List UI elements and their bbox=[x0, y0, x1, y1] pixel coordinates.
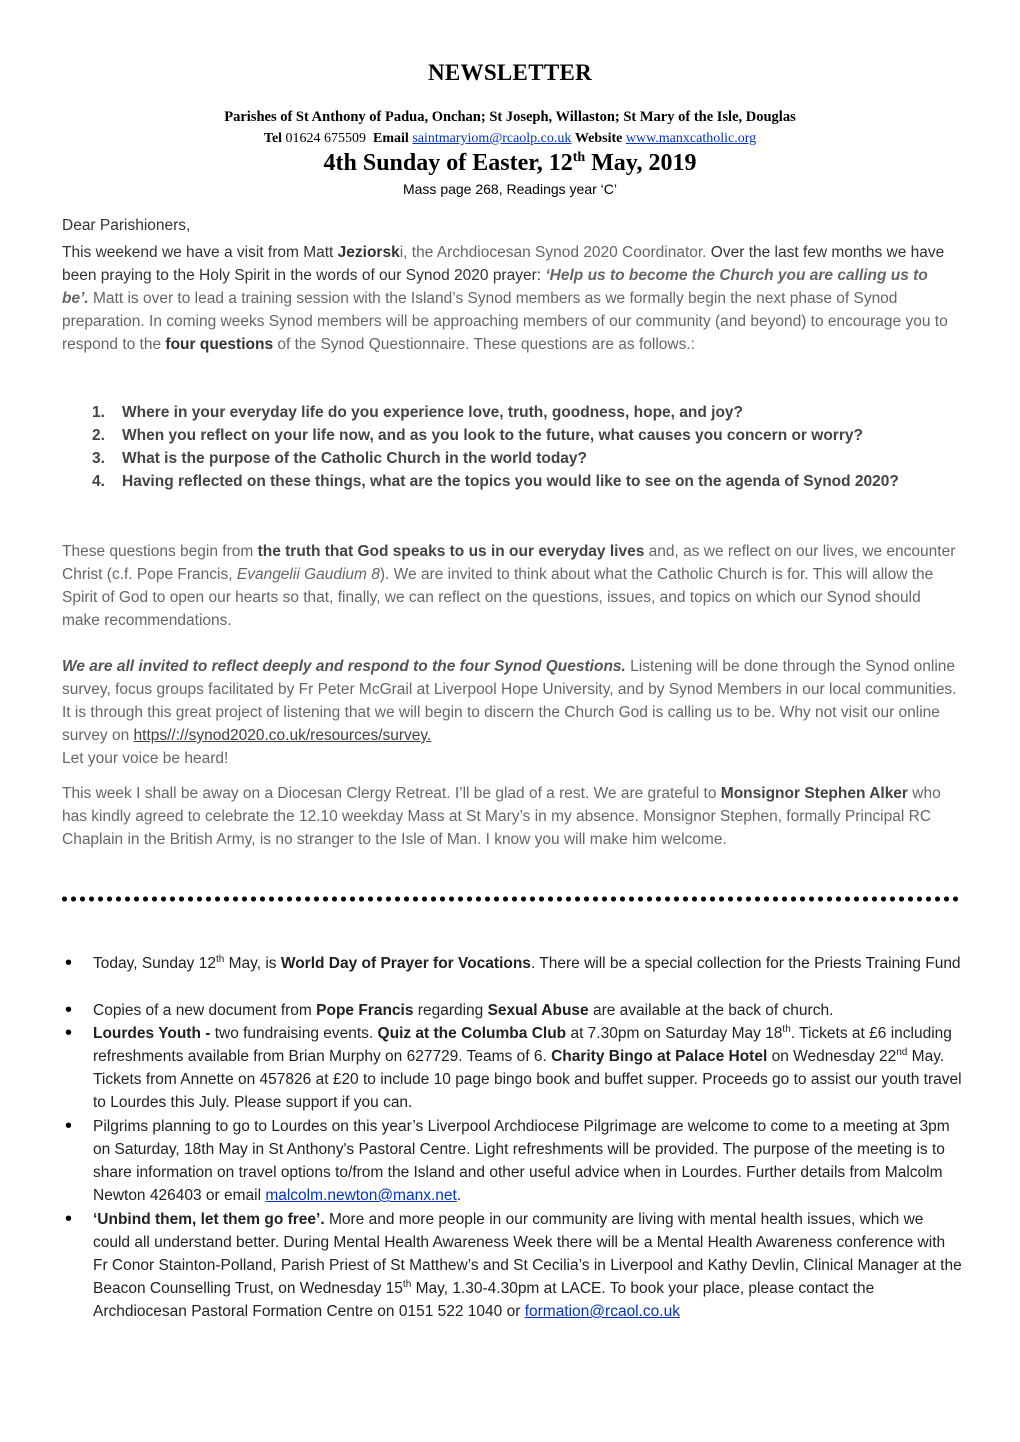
bullet-icon bbox=[65, 1208, 72, 1232]
parishes-line: Parishes of St Anthony of Padua, Onchan; St Joseph, Willaston; St Mary of the Isle, Douglas bbox=[224, 109, 796, 125]
question-2: 2. When you reflect on your life now, and as you look to the future, what causes you concern or worry? bbox=[92, 427, 863, 444]
mass-page-line: Mass page 268, Readings year ‘C’ bbox=[402, 181, 617, 197]
tel-label: Tel bbox=[263, 131, 283, 146]
question-1: 1. Where in your everyday life do you experience love, truth, goodness, hope, and joy? bbox=[92, 404, 743, 421]
tel-number: 01624 675509 bbox=[285, 131, 367, 146]
letter-paragraph-3: We are all invited to reflect deeply and respond to the four Synod Questions. Listening will be done through the Synod online survey, focus groups facilitated by Fr Peter McGrail at Liverpool Hope University, and by Synod Members in our local communities. It is through this great project of listening that we will begin to discern the Church God is calling us to be. Why not visit our online survey on https//://synod2020.co.uk/resources/survey. Let your voice be heard! bbox=[62, 658, 957, 767]
website-link[interactable]: www.manxcatholic.org bbox=[625, 131, 757, 146]
notice-mental-health: • ‘Unbind them, let them go free’. More and more people in our community are living with mental health issues, which we could all understand better. During Mental Health Awareness Week there will be a Mental Health Awareness conference with Fr Conor Stainton-Polland, Parish Priest of St Matthew’s and St Cecilia’s in Liverpool and Kathy Devlin, Clinical Manager at the Beacon Counselling Trust, on Wednesday 15th May, 1.30-4.30pm at LACE. To book your place, please contact the Archdiocesan Pastoral Formation Centre on 0151 522 1040 or formation@rcaol.co.uk bbox=[93, 1208, 963, 1323]
notice-pilgrims: • Pilgrims planning to go to Lourdes on this year’s Liverpool Archdiocese Pilgrimage are welcome to come to a meeting at 3pm on Saturday, 18th May in St Anthony's Pastoral Centre. Light refreshments will be provided. The purpose of the meeting is to share information on travel options to/from the Island and other useful advice when in Lourdes. Further details from Malcolm Newton 426403 or email malcolm.newton@manx.net. bbox=[93, 1115, 963, 1207]
notice-vocations: • Today, Sunday 12th May, is World Day of Prayer for Vocations. There will be a special collection for the Priests Training Fund bbox=[93, 952, 963, 975]
email-link[interactable]: saintmaryiom@rcaolp.co.uk bbox=[412, 131, 572, 146]
greeting: Dear Parishioners, bbox=[62, 217, 191, 234]
bullet-icon bbox=[65, 1115, 72, 1139]
email-label: Email bbox=[373, 131, 409, 146]
survey-link[interactable]: https//://synod2020.co.uk/resources/survey. bbox=[133, 727, 432, 744]
question-4: 4. Having reflected on these things, what are the topics you would like to see on the agenda of Synod 2020? bbox=[92, 473, 899, 490]
website-label: Website bbox=[574, 131, 623, 146]
bullet-icon bbox=[65, 952, 72, 976]
contact-line bbox=[0, 131, 1020, 147]
malcolm-email-link[interactable]: malcolm.newton@manx.net bbox=[265, 1187, 457, 1204]
bullet-icon bbox=[65, 1022, 72, 1046]
dotted-divider bbox=[60, 896, 960, 902]
notice-pope-francis: • Copies of a new document from Pope Francis regarding Sexual Abuse are available at the back of church. bbox=[93, 999, 963, 1022]
letter-paragraph-4: This week I shall be away on a Diocesan Clergy Retreat. I’ll be glad of a rest. We are grateful to Monsignor Stephen Alker who has kindly agreed to celebrate the 12.10 weekday Mass at St Mary’s in my absence. Monsignor Stephen, formally Principal RC Chaplain in the British Army, is no stranger to the Isle of Man. I know you will make him welcome. bbox=[62, 785, 941, 848]
letter-paragraph-1: This weekend we have a visit from Matt Jeziorski, the Archdiocesan Synod 2020 Coordinator. Over the last few months we have been praying to the Holy Spirit in the words of our Synod 2020 prayer: ‘Help us to become the Church you are calling us to be’. Matt is over to lead a training session with the Island’s Synod members as we formally begin the next phase of Synod preparation. In coming weeks Synod members will be approaching members of our community (and beyond) to encourage you to respond to the four questions of the Synod Questionnaire. These questions are as follows.: bbox=[62, 244, 948, 353]
sunday-heading: 4th Sunday of Easter, 12th May, 2019 bbox=[323, 150, 697, 176]
question-3: 3. What is the purpose of the Catholic Church in the world today? bbox=[92, 450, 588, 467]
letter-paragraph-2: These questions begin from the truth that God speaks to us in our everyday lives and, as we reflect on our lives, we encounter Christ (c.f. Pope Francis, Evangelii Gaudium 8). We are invited to think about what the Catholic Church is for. This will allow the Spirit of God to open our hearts so that, finally, we can reflect on the questions, issues, and topics on which our Synod should make recommendations. bbox=[62, 543, 956, 629]
notice-lourdes-youth: • Lourdes Youth - two fundraising events. Quiz at the Columba Club at 7.30pm on Saturday May 18th. Tickets at £6 including refreshments available from Brian Murphy on 627729. Teams of 6. Charity Bingo at Palace Hotel on Wednesday 22nd May. Tickets from Annette on 457826 at £20 to include 10 page bingo book and buffet supper. Proceeds go to assist our youth travel to Lourdes this July. Please support if you can. bbox=[93, 1022, 963, 1114]
newsletter-title: NEWSLETTER bbox=[427, 60, 593, 85]
formation-email-link[interactable]: formation@rcaol.co.uk bbox=[524, 1303, 680, 1320]
bullet-icon bbox=[65, 999, 72, 1023]
